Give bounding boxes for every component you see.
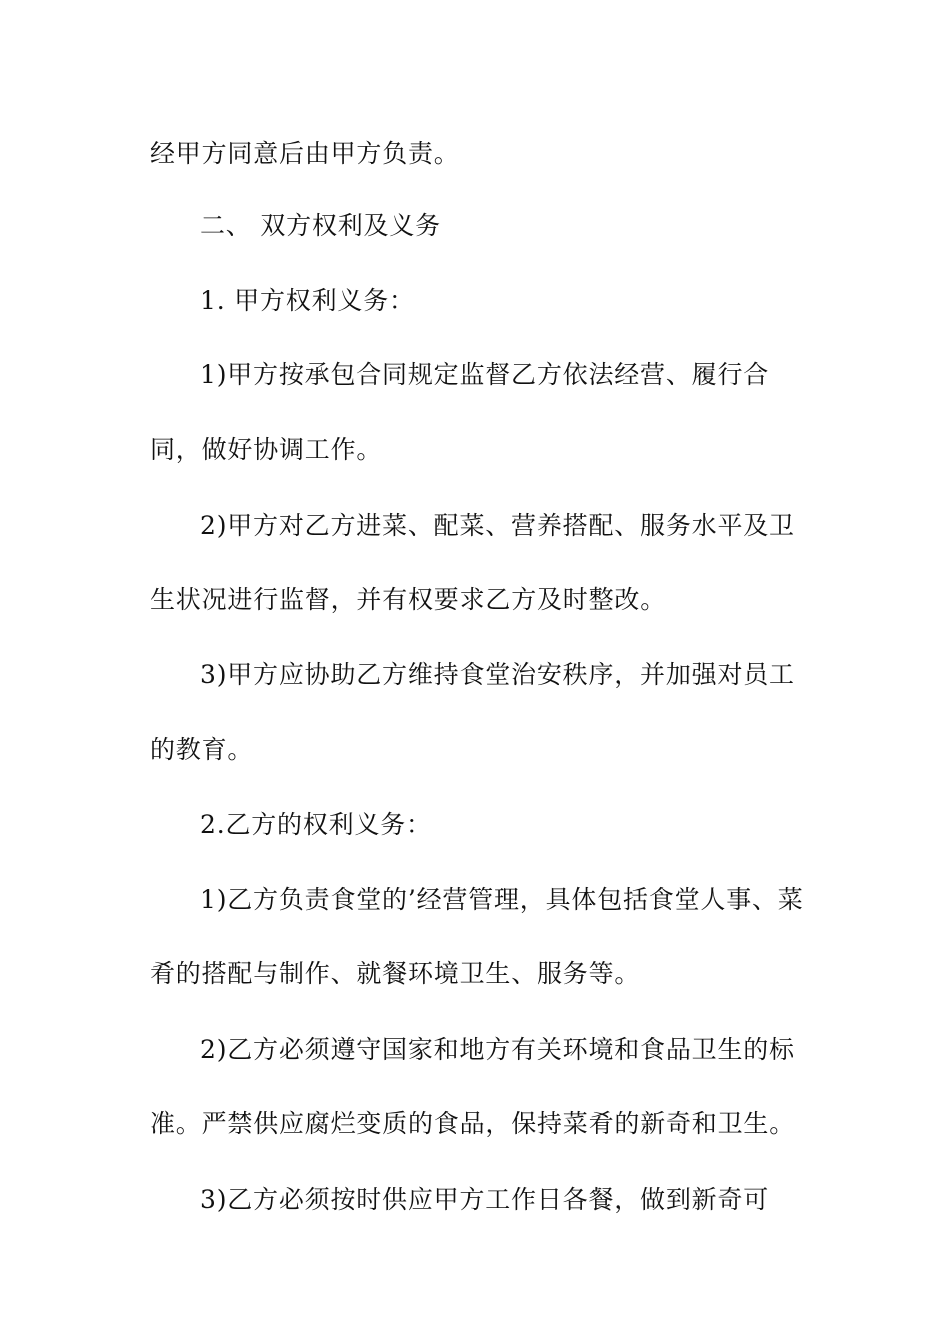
clause-line: 准。严禁供应腐烂变质的食品，保持菜肴的新奇和卫生。 xyxy=(150,1109,796,1138)
clause-line: 1)甲方按承包合同规定监督乙方依法经营、履行合 xyxy=(200,360,770,389)
clause-line: 2)甲方对乙方进菜、配菜、营养搭配、服务水平及卫 xyxy=(200,511,795,540)
subsection-heading: 1. 甲方权利义务： xyxy=(200,286,415,315)
clause-line: 肴的搭配与制作、就餐环境卫生、服务等。 xyxy=(150,959,641,988)
clause-line: 1)乙方负责食堂的’经营管理，具体包括食堂人事、菜 xyxy=(200,885,804,914)
clause-line: 的教育。 xyxy=(150,735,254,764)
section-heading: 二、 双方权利及义务 xyxy=(200,211,441,240)
clause-line: 同，做好协调工作。 xyxy=(150,435,383,464)
paragraph-continuation: 经甲方同意后由甲方负责。 xyxy=(150,139,460,168)
clause-line: 3)乙方必须按时供应甲方工作日各餐，做到新奇可 xyxy=(200,1185,770,1214)
subsection-heading: 2.乙方的权利义务： xyxy=(200,810,432,839)
clause-line: 生状况进行监督，并有权要求乙方及时整改。 xyxy=(150,585,667,614)
clause-line: 3)甲方应协助乙方维持食堂治安秩序，并加强对员工 xyxy=(200,660,795,689)
clause-line: 2)乙方必须遵守国家和地方有关环境和食品卫生的标 xyxy=(200,1035,795,1064)
